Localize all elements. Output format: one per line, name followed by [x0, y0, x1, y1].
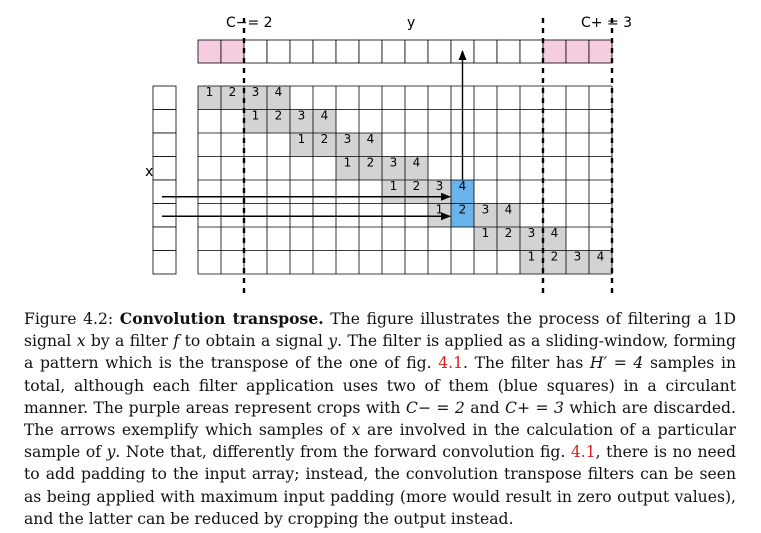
input-cell: [153, 86, 176, 110]
math-y: y: [328, 332, 338, 351]
caption-text: are involved in the calculation of a particular sample of: [24, 421, 736, 462]
filter-sample-number: 1: [205, 85, 214, 99]
input-cell: [153, 180, 176, 204]
filter-sample-number: 1: [297, 132, 306, 146]
input-cell: [153, 227, 176, 251]
output-cell: [520, 40, 543, 63]
math-c-plus: C+ = 3: [505, 398, 564, 417]
output-cell: [244, 40, 267, 63]
figure-caption: [24, 308, 736, 530]
c-minus-label: C−= 2: [226, 15, 273, 31]
figure-ref-link[interactable]: 4.1: [570, 443, 596, 462]
input-cell: [153, 204, 176, 228]
filter-sample-number: 3: [251, 85, 260, 99]
filter-sample-number: 1: [435, 202, 444, 217]
caption-text: The figure illustrates the process of filtering a 1D signal: [24, 310, 736, 351]
output-array-y: [198, 40, 612, 63]
caption-prefix: Figure 4.2:: [24, 310, 114, 328]
math-f: f: [173, 332, 180, 351]
filter-sample-number: 2: [274, 108, 283, 123]
math-c-minus: C− = 2: [405, 398, 465, 417]
caption-text: . The filter is applied as a sliding-window, forming a pattern which is the transpose of the one of fig.: [24, 332, 736, 373]
math-h: H′ = 4: [589, 354, 644, 373]
filter-sample-number: 4: [412, 155, 421, 170]
filter-sample-number: 2: [458, 202, 467, 217]
c-plus-label: C+ = 3: [581, 15, 633, 31]
input-cell: [153, 110, 176, 134]
filter-sample-number: 3: [389, 155, 398, 170]
math-x: x: [351, 421, 361, 440]
cropped-output-cell: [221, 40, 244, 63]
y-label: y: [407, 15, 416, 31]
caption-text: samples in total, although each filter application uses two of them (blue squares) in a circulant manner. The purple areas represent crops with: [24, 354, 736, 417]
figure-ref-link[interactable]: 4.1: [438, 354, 463, 373]
output-cell: [382, 40, 405, 63]
filter-sample-number: 2: [366, 155, 375, 170]
math-x: x: [76, 332, 86, 351]
output-cell: [474, 40, 497, 63]
caption-text: to obtain a signal: [184, 332, 323, 351]
filter-sample-number: 2: [320, 132, 329, 146]
caption-text: . Note that, differently from the forward convolution fig.: [115, 443, 566, 462]
cropped-output-cell: [566, 40, 589, 63]
cropped-output-cell: [543, 40, 566, 63]
filter-sample-number: 3: [297, 108, 306, 123]
input-cell: [153, 157, 176, 181]
filter-sample-number: 2: [550, 249, 559, 264]
output-cell: [336, 40, 359, 63]
filter-sample-number: 3: [435, 179, 444, 193]
filter-sample-number: 1: [251, 108, 260, 123]
filter-sample-number: 3: [573, 249, 582, 264]
output-cell: [428, 40, 451, 63]
input-cell: [153, 133, 176, 157]
filter-sample-number: 4: [458, 179, 467, 193]
output-cell: [497, 40, 520, 63]
filter-sample-number: 2: [504, 226, 513, 240]
caption-text: by a filter: [90, 332, 169, 351]
input-array-x: [153, 86, 176, 274]
filter-sample-number: 4: [366, 132, 375, 146]
filter-sample-number: 4: [320, 108, 329, 123]
cropped-output-cell: [198, 40, 221, 63]
filter-sample-number: 4: [504, 202, 513, 217]
math-y: y: [106, 443, 116, 462]
caption-text: . The filter has: [463, 354, 584, 373]
caption-title: Convolution transpose.: [119, 309, 324, 328]
filter-sample-number: 3: [481, 202, 490, 217]
output-cell: [290, 40, 313, 63]
filter-sample-number: 4: [596, 249, 605, 264]
filter-sample-number: 1: [481, 226, 490, 240]
filter-sample-number: 1: [527, 249, 536, 264]
output-cell: [359, 40, 382, 63]
filter-sample-number: 1: [389, 179, 398, 193]
filter-sample-number: 2: [412, 179, 421, 193]
output-cell: [267, 40, 290, 63]
filter-sample-number: 4: [274, 85, 283, 99]
filter-sample-number: 2: [228, 85, 237, 99]
filter-sample-number: 4: [550, 226, 559, 240]
input-cell: [153, 251, 176, 275]
filter-sample-number: 3: [527, 226, 536, 240]
cropped-output-cell: [589, 40, 612, 63]
caption-text: and: [470, 398, 500, 417]
output-cell: [405, 40, 428, 63]
caption-text: which are discarded. The arrows exemplify which samples of: [24, 398, 736, 440]
filter-sample-number: 1: [343, 155, 352, 170]
caption-text: , there is no need to add padding to the input array; instead, the convolution transpose filters can be seen as being applied with maximum input padding (more would result in zero output values), and the latter can be reduced by cropping the output instead.: [24, 443, 736, 528]
x-label: x: [145, 164, 154, 180]
output-cell: [313, 40, 336, 63]
filter-sample-number: 3: [343, 132, 352, 146]
